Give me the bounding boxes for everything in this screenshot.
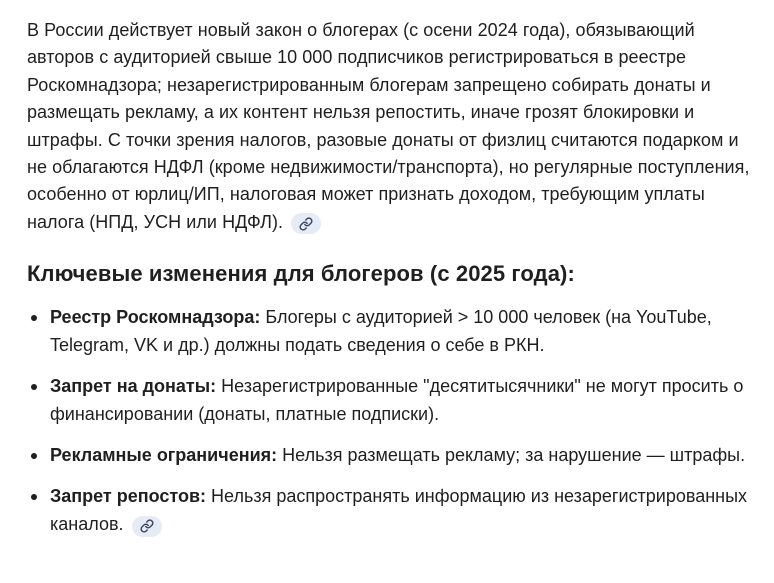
list-item (27, 441, 757, 469)
list-item (27, 303, 757, 359)
list-item (27, 482, 757, 538)
list-item-term: Реестр Роскомнадзора: (50, 307, 261, 328)
link-icon (299, 217, 313, 231)
list-item-text: Блогеры с аудиторией > 10 000 человек (на YouTube, Telegram, VK и др.) должны подать сведения о себе в РКН. (50, 307, 712, 356)
section-heading: Ключевые изменения для блогеров (с 2025 года): (27, 261, 575, 287)
list-item-text: Незарегистрированные "десятитысячники" не могут просить о финансировании (донаты, платные подписки). (50, 376, 744, 425)
intro-paragraph (27, 17, 757, 236)
list-item-term: Рекламные ограничения: (50, 445, 278, 466)
intro-text: В России действует новый закон о блогерах (с осени 2024 года), обязывающий авторов с аудиторией свыше 10 000 подписчиков регистрироваться в реестре Роскомнадзора; незарегистрированным блогерам запрещено собирать донаты и размещать рекламу, а их контент нельзя репостить, иначе грозят блокировки и штрафы. С точки зрения налогов, разовые донаты от физлиц считаются подарком и не облагаются НДФЛ (кроме недвижимости/транспорта), но регулярные поступления, особенно от юрлиц/ИП, налоговая может признать доходом, требующим уплаты налога (НПД, УСН или НДФЛ). (27, 20, 750, 232)
source-link-chip[interactable] (132, 516, 162, 537)
source-link-chip[interactable] (291, 213, 321, 234)
list-item (27, 372, 757, 428)
list-item-term: Запрет на донаты: (50, 376, 217, 397)
list-item-text: Нельзя распространять информацию из незарегистрированных каналов. (50, 486, 748, 535)
list-item-term: Запрет репостов: (50, 486, 207, 507)
changes-list (27, 303, 757, 538)
response-content (27, 17, 757, 551)
list-item-text: Нельзя размещать рекламу; за нарушение — штрафы. (277, 445, 746, 466)
link-icon (140, 519, 154, 533)
